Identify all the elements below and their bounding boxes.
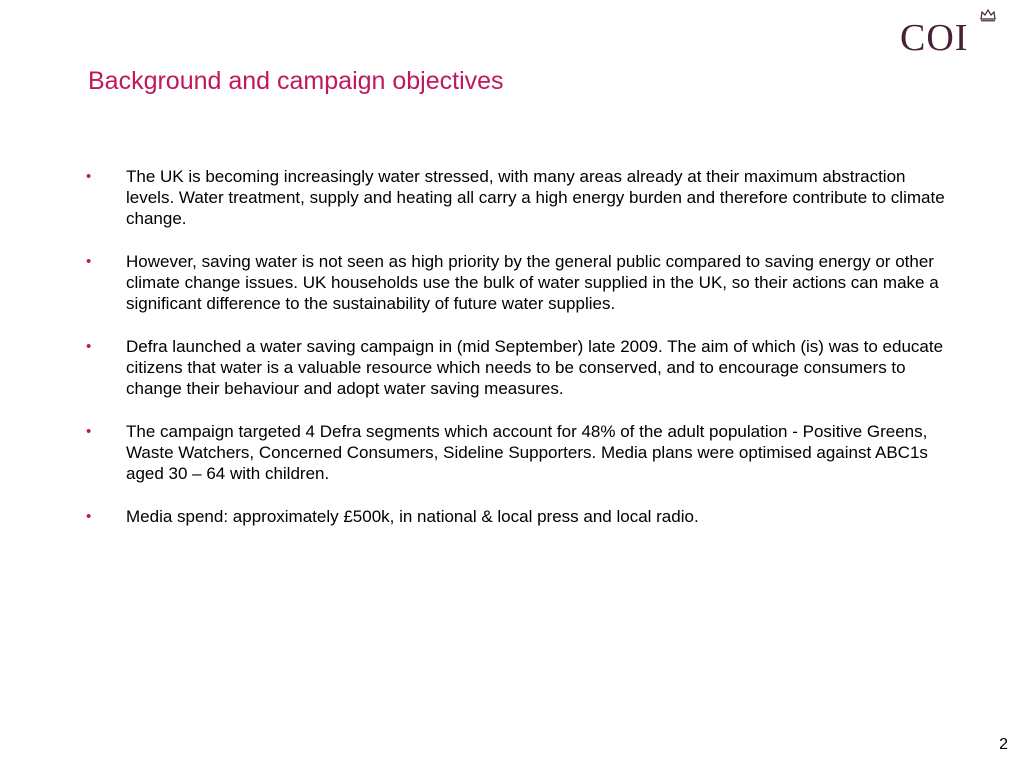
bullet-item [86,251,946,314]
crown-icon [980,8,996,22]
bullet-item [86,336,946,399]
slide-title: Background and campaign objectives [88,67,504,95]
bullet-icon: • [86,168,92,185]
bullet-list [86,166,946,549]
bullet-icon: • [86,423,92,440]
bullet-item [86,166,946,229]
bullet-icon: • [86,253,92,270]
page-number: 2 [999,736,1008,753]
bullet-icon: • [86,338,92,355]
bullet-text: The UK is becoming increasingly water stressed, with many areas already at their maximum abstraction levels. Water treatment, supply and heating all carry a high energy burden and therefore contribute to climate change. [126,167,945,228]
bullet-icon: • [86,508,92,525]
bullet-text: Media spend: approximately £500k, in national & local press and local radio. [126,507,699,526]
bullet-item [86,421,946,484]
bullet-item [86,506,946,527]
bullet-text: The campaign targeted 4 Defra segments which account for 48% of the adult population - Positive Greens, Waste Watchers, Concerned Consumers, Sideline Supporters. Media plans were optimised against ABC1s aged 30 – 64 with children. [126,422,928,483]
bullet-text: However, saving water is not seen as high priority by the general public compared to saving energy or other climate change issues. UK households use the bulk of water supplied in the UK, so their actions can make a significant difference to the sustainability of future water supplies. [126,252,939,313]
bullet-text: Defra launched a water saving campaign in (mid September) late 2009. The aim of which (is) was to educate citizens that water is a valuable resource which needs to be conserved, and to encourage consumers to change their behaviour and adopt water saving measures. [126,337,944,398]
logo-text: COI [900,17,969,59]
coi-logo [900,8,996,58]
